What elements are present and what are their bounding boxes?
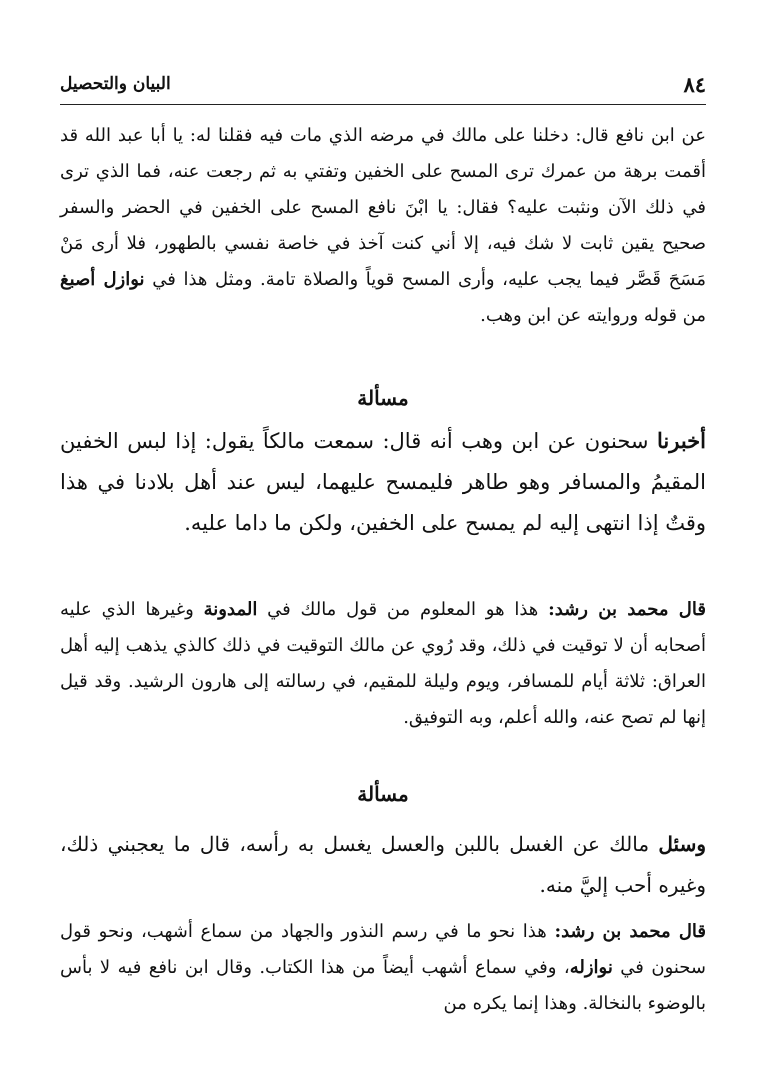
commentary-paragraph	[60, 592, 706, 736]
section-heading: مسألة	[357, 386, 409, 410]
header-rule	[60, 104, 706, 105]
matn-paragraph	[60, 420, 706, 544]
running-title: البيان والتحصيل	[60, 74, 171, 94]
commentary-text-2: ، وفي سماع أشهب أيضاً من هذا الكتاب. وقال ابن نافع فيه لا بأس بالوضوء بالنخالة. وهذا إنما يكره من	[60, 957, 706, 1014]
paragraph-tail: من قوله وروايته عن ابن وهب.	[480, 305, 706, 326]
bold-reference: نوازل أصبغ	[60, 269, 145, 290]
commentary-lead: قال محمد بن رشد:	[548, 599, 706, 620]
page-number: ٨٤	[683, 72, 706, 97]
commentary-lead: قال محمد بن رشد:	[554, 921, 706, 942]
commentary-text: هذا نحو ما في رسم النذور والجهاد من سماع أشهب، ونحو قول سحنون في	[60, 921, 706, 978]
commentary-text: هذا هو المعلوم من قول مالك في	[267, 599, 539, 620]
matn-lead: وسئل	[658, 832, 707, 856]
page-header	[60, 72, 706, 102]
matn-lead: أخبرنا	[657, 428, 706, 453]
commentary-paragraph	[60, 914, 706, 1022]
bold-reference: نوازله	[569, 957, 613, 978]
matn-text: سحنون عن ابن وهب أنه قال: سمعت مالكاً يقول: إذا لبس الخفين المقيمُ والمسافر وهو طاهر فليمسح عليهما، ليس عند أهل بلادنا في هذا وقتٌ إذا انتهى إليه لم يمسح على الخفين، ولكن ما داما عليه.	[60, 429, 706, 535]
section-heading: مسألة	[357, 782, 409, 806]
commentary-text-2: وغيرها الذي عليه أصحابه أن لا توقيت في ذلك، وقد رُوي عن مالك التوقيت في ذلك كالذي يذهب إليه أهل العراق: ثلاثة أيام للمسافر، ويوم وليلة للمقيم، في رسالته إلى هارون الرشيد. وقد قيل إنها لم تصح عنه، والله أعلم، وبه التوفيق.	[60, 599, 706, 728]
matn-paragraph	[60, 824, 706, 906]
bold-reference: المدونة	[203, 599, 258, 620]
opening-paragraph	[60, 118, 706, 334]
matn-text: مالك عن الغسل باللبن والعسل يغسل به رأسه، قال ما يعجبني ذلك، وغيره أحب إليَّ منه.	[60, 832, 706, 897]
paragraph-text: عن ابن نافع قال: دخلنا على مالك في مرضه الذي مات فيه فقلنا له: يا أبا عبد الله قد أقمت برهة من عمرك ترى المسح على الخفين وتفتي به ثم رجعت عنه، فما الذي ترى في ذلك الآن ونثبت عليه؟ فقال: يا ابْنَ نافع المسح على الخفين في الحضر والسفر صحيح يقين ثابت لا شك فيه، إلا أني كنت آخذ في خاصة نفسي بالطهور، فلا أرى مَنْ مَسَحَ قَصَّر فيما يجب عليه، وأرى المسح قوياً والصلاة تامة. ومثل هذا في	[60, 125, 706, 290]
